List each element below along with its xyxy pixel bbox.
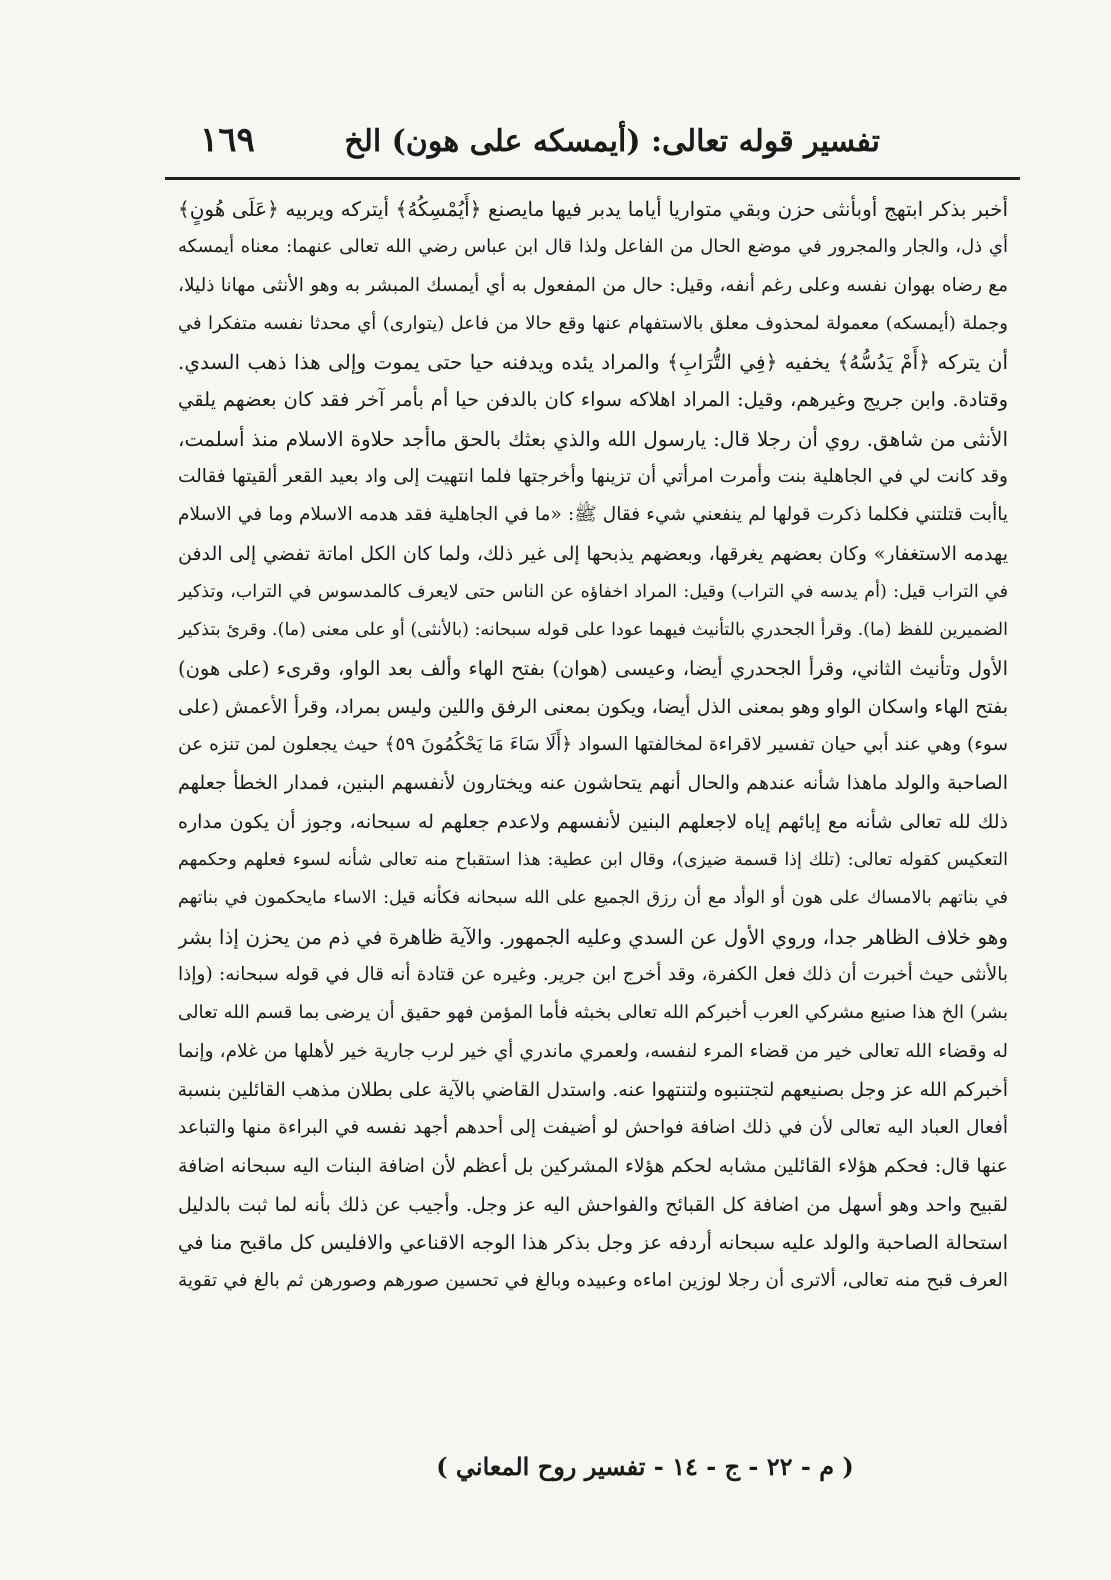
- body-line: أي ذل، والجار والمجرور في موضع الحال من الفاعل ولذا قال ابن عباس رضي الله تعالى عنهما: معناه أيمسكه: [178, 236, 1008, 258]
- body-line: وقد كانت لي في الجاهلية بنت وأمرت امرأتي أن تزينها وأخرجتها فلما انتهيت إلى واد بعيد القعر ألقيتها فقالت: [178, 466, 1008, 488]
- body-line: أخبر بذكر ابتهج أوبأنثى حزن وبقي متواريا أياما يدبر فيها مايصنع ﴿أَيُمْسِكُهُ﴾ أيتركه ويربيه ﴿عَلَى هُونٍ﴾: [178, 197, 1008, 221]
- body-line: يهدمه الاستغفار» وكان بعضهم يغرقها، وبعضهم يذبحها إلى غير ذلك، ولما كان الكل اماتة تفضي إلى الدفن: [178, 542, 1008, 565]
- running-title: تفسير قوله تعالى: (أيمسكه على هون) الخ: [344, 124, 880, 159]
- body-text: [178, 190, 1008, 1301]
- body-line: الأول وتأنيث الثاني، وقرأ الجحدري أيضا، وعيسى (هوان) بفتح الهاء وألف بعد الواو، وقرىء (على هون): [178, 656, 1008, 680]
- body-line: وجملة (أيمسكه) معمولة لمحذوف معلق بالاستفهام عنها وقع حالا من فاعل (يتوارى) أي محدثا نفسه متفكرا في: [178, 312, 1008, 334]
- body-line: ياأبت قتلتني فكلما ذكرت قولها لم ينفعني شيء فقال ﷺ: «ما في الجاهلية فقد هدمه الاسلام وما في الاسلام: [178, 504, 1008, 526]
- body-line: بالأنثى حيث أخبرت أن ذلك فعل الكفرة، وقد أخرج ابن جرير. وغيره عن قتادة أنه قال في قوله سبحانه: (وإذا: [178, 963, 1008, 985]
- body-line: سوء) وهي عند أبي حيان تفسير لاقراءة لمخالفتها السواد ﴿أَلَا سَاءَ مَا يَحْكُمُونَ ٥٩﴾ حيث يجعلون لمن تنزه عن: [178, 734, 1008, 756]
- header-rule: [165, 177, 1020, 180]
- body-line: الأنثى من شاهق. روي أن رجلا قال: يارسول الله والذي بعثك بالحق ماأجد حلاوة الاسلام منذ أسلمت،: [178, 426, 1008, 451]
- body-line: الصاحبة والولد ماهذا شأنه عندهم والحال أنهم يتحاشون عنه ويختارون لأنفسهم البنين، فمدار الخطأ جعلهم: [178, 772, 1008, 795]
- body-line: عنها قال: فحكم هؤلاء القائلين مشابه لحكم هؤلاء المشركين بل أعظم لأن اضافة البنات اليه سبحانه اضافة: [178, 1155, 1008, 1178]
- body-line: وهو خلاف الظاهر جدا، وروي الأول عن السدي وعليه الجمهور. والآية ظاهرة في ذم من يحزن إذا بشر: [178, 924, 1008, 949]
- body-line: الضميرين للفظ (ما). وقرأ الجحدري بالتأنيث فيهما عودا على قوله سبحانه: (بالأنثى) أو على معنى (ما). وقرئ بتذكير: [178, 620, 1008, 641]
- body-line: بشر) الخ هذا صنيع مشركي العرب أخبركم الله تعالى بخبثه فأما المؤمن فهو حقيق أن يرضى بما قسم الله تعالى: [178, 1002, 1008, 1024]
- body-line: بفتح الهاء واسكان الواو وهو بمعنى الذل أيضا، ويكون بمعنى الرفق واللين وليس بمراد، وقرأ الأعمش (على: [178, 695, 1008, 718]
- body-line: لقبيح واحد وهو أسهل من اضافة كل القبائح والفواحش اليه عز وجل. وأجيب عن ذلك بأنه لما ثبت بالدليل: [178, 1193, 1008, 1216]
- body-line: أخبركم الله عز وجل بصنيعهم لتجتنبوه ولتنتهوا عنه. واستدل القاضي بالآية على بطلان مذهب القائلين بنسبة: [178, 1078, 1008, 1101]
- body-line: أن يتركه ﴿أَمْ يَدُسُّهُ﴾ يخفيه ﴿فِي التُّرَابِ﴾ والمراد يئده ويدفنه حيا حتى يموت وإلى هذا ذهب السدي.: [178, 350, 1008, 375]
- body-line: العرف قبح منه تعالى، ألاترى أن رجلا لوزين اماءه وعبيده وبالغ في تحسين صورهم وصورهن ثم بالغ في تقوية: [178, 1270, 1008, 1292]
- body-line: استحالة الصاحبة والولد عليه سبحانه أردفه عز وجل بذكر هذا الوجه الاقناعي والافليس كل ماقبح منا في: [178, 1231, 1008, 1255]
- signature-mark: ( م - ٢٢ - ج - ١٤ - تفسير روح المعاني ): [436, 1452, 854, 1481]
- page-number: ١٦٩: [200, 120, 255, 160]
- body-line: وقتادة. وابن جريج وغيرهم، وقيل: المراد اهلاكه سواء كان بالدفن حيا أم بأمر آخر فقد كان بعضهم يلقي: [178, 388, 1008, 412]
- body-line: له وقضاء الله تعالى خير من قضاء المرء لنفسه، ولعمري ماندري أي خير لرب جارية خير لأهلها من غلام، وإنما: [178, 1040, 1008, 1062]
- body-line: ذلك لله تعالى شأنه مع إبائهم إياه لاجعلهم البنين لأنفسهم ولاعدم جعلهم له سبحانه، وجوز أن يكون مداره: [178, 810, 1008, 833]
- body-line: التعكيس كقوله تعالى: (تلك إذا قسمة ضيزى)، وقال ابن عطية: هذا استقباح منه تعالى شأنه لسوء فعلهم وحكمهم: [178, 850, 1008, 871]
- body-line: في التراب قيل: (أم يدسه في التراب) وقيل: المراد اخفاؤه عن الناس حتى لايعرف كالمدسوس في التراب، وتذكير: [178, 581, 1008, 602]
- body-line: أفعال العباد اليه تعالى لأن في ذلك اضافة فواحش لو أضيفت إلى أحدهم أجهد نفسه في البراءة منها والتباعد: [178, 1117, 1008, 1139]
- body-line: في بناتهم بالامساك على هون أو الوأد مع أن رزق الجميع على الله سبحانه فكأنه قيل: الاساء مايحكمون في بناتهم: [178, 888, 1008, 909]
- body-line: مع رضاه بهوان نفسه وعلى رغم أنفه، وقيل: حال من المفعول به أي أيمسك المبشر به وهو الأنثى مهانا ذليلا،: [178, 274, 1008, 296]
- page-header: [180, 118, 1020, 176]
